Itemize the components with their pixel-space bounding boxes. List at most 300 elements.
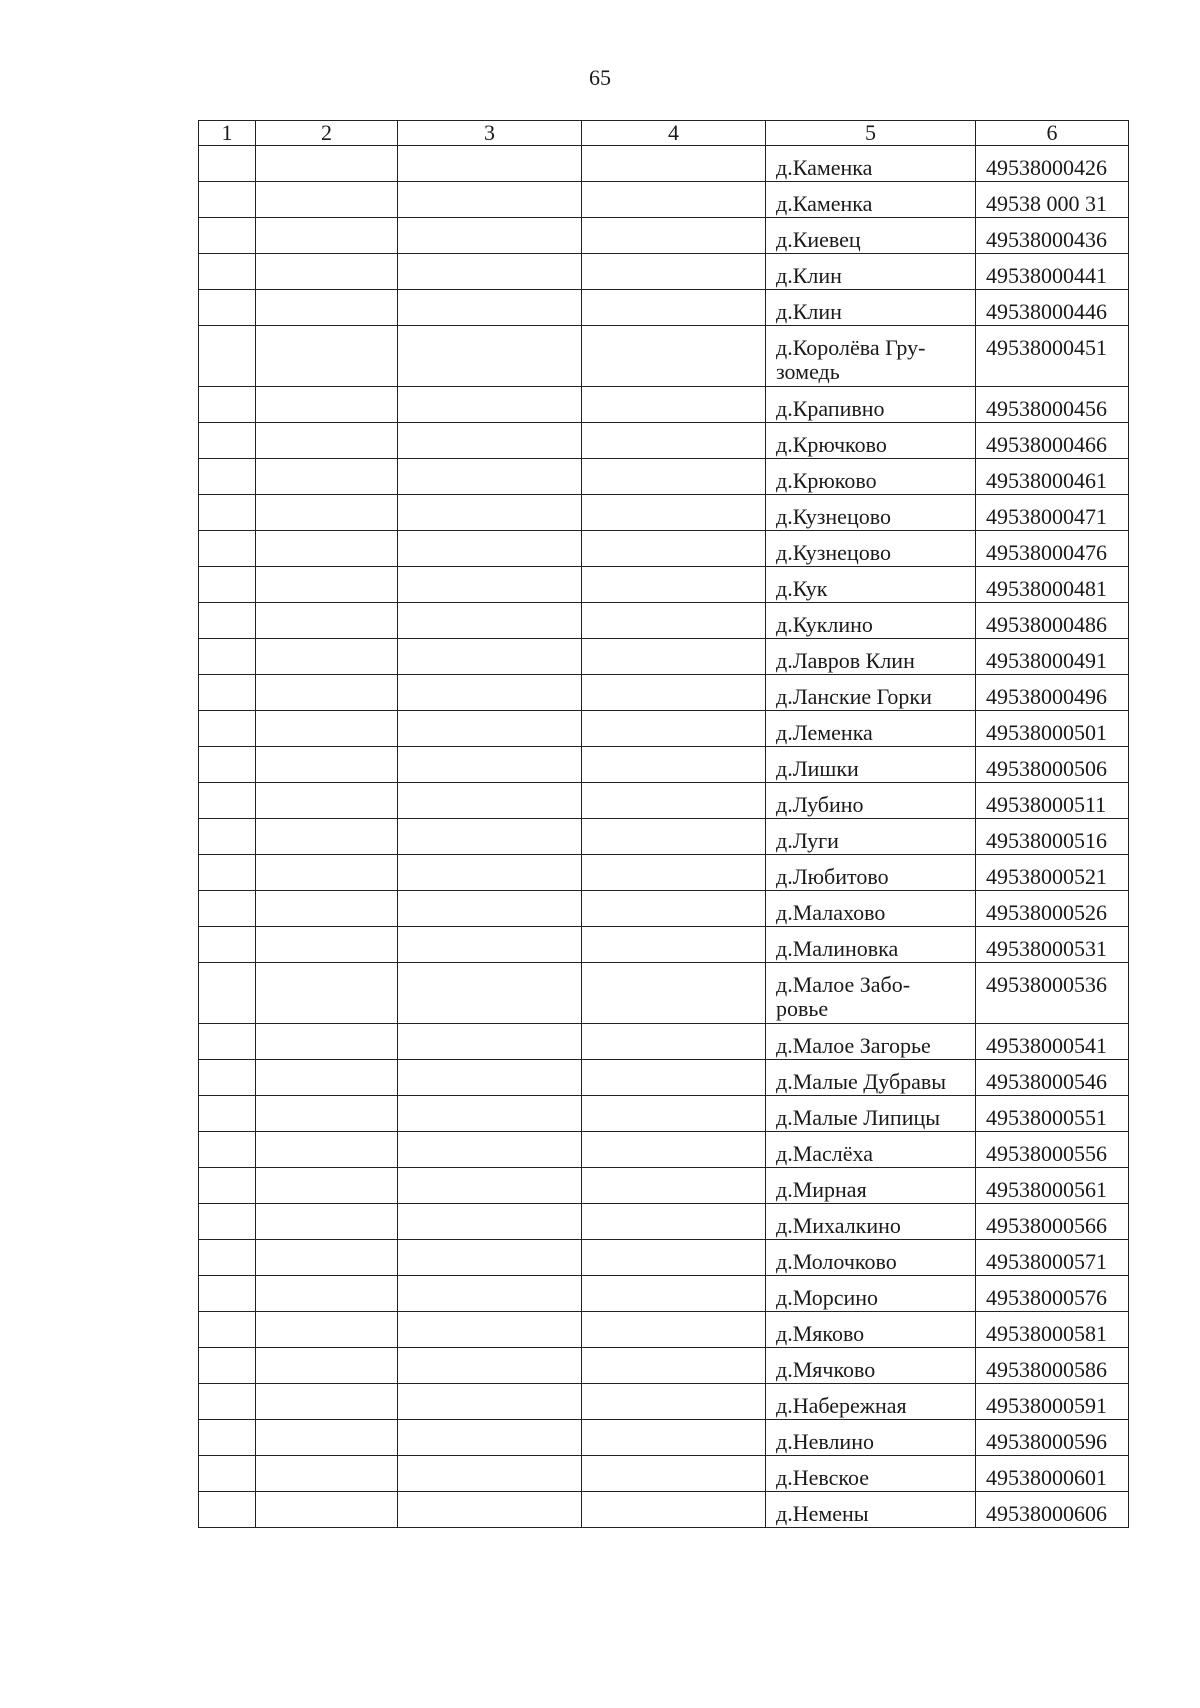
settlement-name: д.Малые Липицы xyxy=(776,1105,941,1130)
empty-cell xyxy=(398,254,582,290)
empty-cell xyxy=(582,1132,766,1168)
settlement-name: д.Малое Забо- ровье xyxy=(776,972,911,1021)
oktmo-code-cell: 49538000566 xyxy=(976,1204,1129,1240)
table-row xyxy=(199,459,1129,495)
table-row xyxy=(199,1420,1129,1456)
empty-cell xyxy=(199,1204,256,1240)
empty-cell xyxy=(398,1060,582,1096)
empty-cell xyxy=(256,1096,398,1132)
empty-cell xyxy=(256,531,398,567)
settlement-name: д.Набережная xyxy=(776,1393,907,1418)
settlement-name-cell xyxy=(766,495,976,531)
column-header-2: 2 xyxy=(256,121,398,146)
settlement-name-cell xyxy=(766,531,976,567)
settlement-name-cell xyxy=(766,423,976,459)
oktmo-code-cell: 49538000476 xyxy=(976,531,1129,567)
empty-cell xyxy=(256,1384,398,1420)
empty-cell xyxy=(256,1024,398,1060)
table-row xyxy=(199,495,1129,531)
empty-cell xyxy=(256,290,398,326)
oktmo-code-cell: 49538000426 xyxy=(976,146,1129,182)
table-row xyxy=(199,290,1129,326)
settlement-name-cell xyxy=(766,1060,976,1096)
empty-cell xyxy=(199,963,256,1024)
settlement-name-cell xyxy=(766,254,976,290)
empty-cell xyxy=(199,1420,256,1456)
empty-cell xyxy=(256,1456,398,1492)
empty-cell xyxy=(199,1168,256,1204)
oktmo-code-cell: 49538000506 xyxy=(976,747,1129,783)
empty-cell xyxy=(582,675,766,711)
settlement-name: д.Мирная xyxy=(776,1177,867,1202)
empty-cell xyxy=(256,218,398,254)
settlement-name-cell xyxy=(766,603,976,639)
oktmo-code-cell: 49538000586 xyxy=(976,1348,1129,1384)
empty-cell xyxy=(256,1060,398,1096)
empty-cell xyxy=(582,711,766,747)
settlement-name: д.Кузнецово xyxy=(776,540,891,565)
table-row xyxy=(199,146,1129,182)
empty-cell xyxy=(199,290,256,326)
empty-cell xyxy=(582,1492,766,1528)
table-row xyxy=(199,1204,1129,1240)
empty-cell xyxy=(256,1240,398,1276)
oktmo-code-cell: 49538000596 xyxy=(976,1420,1129,1456)
settlement-name-cell xyxy=(766,1276,976,1312)
oktmo-code-cell: 49538000571 xyxy=(976,1240,1129,1276)
oktmo-code-cell: 49538000471 xyxy=(976,495,1129,531)
empty-cell xyxy=(199,1060,256,1096)
table-header-row xyxy=(199,121,1129,146)
settlement-name-cell xyxy=(766,182,976,218)
empty-cell xyxy=(582,254,766,290)
empty-cell xyxy=(199,819,256,855)
empty-cell xyxy=(398,927,582,963)
empty-cell xyxy=(582,1420,766,1456)
table-row xyxy=(199,783,1129,819)
empty-cell xyxy=(199,1312,256,1348)
settlement-name-cell xyxy=(766,783,976,819)
column-header-3: 3 xyxy=(398,121,582,146)
empty-cell xyxy=(199,675,256,711)
empty-cell xyxy=(199,603,256,639)
settlement-name: д.Маслёха xyxy=(776,1141,874,1166)
settlement-name: д.Лавров Клин xyxy=(776,648,915,673)
settlement-name: д.Малое Загорье xyxy=(776,1033,931,1058)
empty-cell xyxy=(256,254,398,290)
table-row xyxy=(199,218,1129,254)
empty-cell xyxy=(199,639,256,675)
oktmo-code-cell: 49538000546 xyxy=(976,1060,1129,1096)
oktmo-code-cell: 49538000446 xyxy=(976,290,1129,326)
empty-cell xyxy=(582,603,766,639)
settlement-name-cell xyxy=(766,963,976,1024)
empty-cell xyxy=(199,495,256,531)
empty-cell xyxy=(398,963,582,1024)
settlement-name-cell xyxy=(766,747,976,783)
oktmo-code-cell: 49538000576 xyxy=(976,1276,1129,1312)
empty-cell xyxy=(256,1132,398,1168)
oktmo-code-cell: 49538000441 xyxy=(976,254,1129,290)
empty-cell xyxy=(199,1096,256,1132)
table-row xyxy=(199,1168,1129,1204)
settlement-name-cell xyxy=(766,1240,976,1276)
empty-cell xyxy=(398,531,582,567)
settlement-name: д.Любитово xyxy=(776,864,889,889)
table-row xyxy=(199,1384,1129,1420)
oktmo-code-cell: 49538000561 xyxy=(976,1168,1129,1204)
empty-cell xyxy=(582,855,766,891)
oktmo-code-cell: 49538000521 xyxy=(976,855,1129,891)
empty-cell xyxy=(398,218,582,254)
empty-cell xyxy=(582,1276,766,1312)
settlement-name-cell xyxy=(766,146,976,182)
settlement-name-cell xyxy=(766,639,976,675)
settlement-name: д.Лубино xyxy=(776,792,864,817)
empty-cell xyxy=(199,1132,256,1168)
settlement-name-cell xyxy=(766,711,976,747)
oktmo-code-cell: 49538000511 xyxy=(976,783,1129,819)
table-row xyxy=(199,1024,1129,1060)
empty-cell xyxy=(199,423,256,459)
settlement-name: д.Невлино xyxy=(776,1429,874,1454)
empty-cell xyxy=(398,819,582,855)
table-row xyxy=(199,254,1129,290)
empty-cell xyxy=(256,567,398,603)
settlement-name: д.Малые Дубравы xyxy=(776,1069,947,1094)
empty-cell xyxy=(199,459,256,495)
settlement-name-cell xyxy=(766,891,976,927)
empty-cell xyxy=(398,1240,582,1276)
empty-cell xyxy=(398,603,582,639)
empty-cell xyxy=(199,1240,256,1276)
empty-cell xyxy=(582,1060,766,1096)
settlement-name: д.Крюково xyxy=(776,468,877,493)
empty-cell xyxy=(582,326,766,387)
table-row xyxy=(199,855,1129,891)
settlement-codes-table xyxy=(198,120,1129,1528)
empty-cell xyxy=(582,182,766,218)
settlement-name: д.Молочково xyxy=(776,1249,897,1274)
settlement-name-cell xyxy=(766,1204,976,1240)
empty-cell xyxy=(398,639,582,675)
empty-cell xyxy=(398,1348,582,1384)
empty-cell xyxy=(582,531,766,567)
settlement-name-cell xyxy=(766,1132,976,1168)
column-header-1: 1 xyxy=(199,121,256,146)
empty-cell xyxy=(199,567,256,603)
empty-cell xyxy=(256,855,398,891)
settlement-name-cell xyxy=(766,1456,976,1492)
empty-cell xyxy=(256,1276,398,1312)
empty-cell xyxy=(582,819,766,855)
empty-cell xyxy=(398,146,582,182)
empty-cell xyxy=(582,1168,766,1204)
empty-cell xyxy=(256,819,398,855)
settlement-name-cell xyxy=(766,1168,976,1204)
oktmo-code-cell: 49538000601 xyxy=(976,1456,1129,1492)
empty-cell xyxy=(398,855,582,891)
empty-cell xyxy=(256,747,398,783)
settlement-name: д.Королёва Гру- зомедь xyxy=(776,335,926,384)
settlement-name-cell xyxy=(766,1492,976,1528)
empty-cell xyxy=(582,891,766,927)
empty-cell xyxy=(199,1384,256,1420)
empty-cell xyxy=(199,254,256,290)
table-row xyxy=(199,1240,1129,1276)
empty-cell xyxy=(398,747,582,783)
table-row xyxy=(199,1060,1129,1096)
settlement-name-cell xyxy=(766,387,976,423)
table-row xyxy=(199,1492,1129,1528)
settlement-name: д.Куклино xyxy=(776,612,873,637)
table-row xyxy=(199,326,1129,387)
settlement-name: д.Немены xyxy=(776,1501,869,1526)
table-row xyxy=(199,182,1129,218)
empty-cell xyxy=(256,495,398,531)
empty-cell xyxy=(199,1492,256,1528)
empty-cell xyxy=(398,1492,582,1528)
settlement-name: д.Крючково xyxy=(776,432,887,457)
empty-cell xyxy=(256,783,398,819)
settlement-name: д.Малахово xyxy=(776,900,886,925)
empty-cell xyxy=(582,218,766,254)
empty-cell xyxy=(256,603,398,639)
empty-cell xyxy=(256,1420,398,1456)
empty-cell xyxy=(256,387,398,423)
empty-cell xyxy=(398,1168,582,1204)
empty-cell xyxy=(398,1096,582,1132)
settlement-name: д.Морсино xyxy=(776,1285,879,1310)
empty-cell xyxy=(398,182,582,218)
empty-cell xyxy=(398,1024,582,1060)
settlement-name-cell xyxy=(766,1420,976,1456)
table-row xyxy=(199,1132,1129,1168)
settlement-name-cell xyxy=(766,1024,976,1060)
empty-cell xyxy=(398,675,582,711)
empty-cell xyxy=(199,182,256,218)
settlement-name: д.Кузнецово xyxy=(776,504,891,529)
empty-cell xyxy=(398,891,582,927)
settlement-name: д.Каменка xyxy=(776,155,873,180)
table-body xyxy=(199,146,1129,1528)
settlement-name: д.Михалкино xyxy=(776,1213,901,1238)
settlement-name: д.Киевец xyxy=(776,227,861,252)
settlement-name: д.Лишки xyxy=(776,756,859,781)
settlement-name-cell xyxy=(766,855,976,891)
settlement-name: д.Луги xyxy=(776,828,839,853)
empty-cell xyxy=(256,1348,398,1384)
empty-cell xyxy=(398,459,582,495)
empty-cell xyxy=(398,495,582,531)
empty-cell xyxy=(582,290,766,326)
empty-cell xyxy=(582,567,766,603)
table-row xyxy=(199,747,1129,783)
table-row xyxy=(199,1276,1129,1312)
empty-cell xyxy=(398,783,582,819)
settlement-name-cell xyxy=(766,326,976,387)
empty-cell xyxy=(582,1096,766,1132)
empty-cell xyxy=(398,1456,582,1492)
empty-cell xyxy=(582,783,766,819)
settlement-name-cell xyxy=(766,218,976,254)
empty-cell xyxy=(256,1312,398,1348)
empty-cell xyxy=(256,326,398,387)
table-row xyxy=(199,927,1129,963)
empty-cell xyxy=(199,1024,256,1060)
oktmo-code-cell: 49538000486 xyxy=(976,603,1129,639)
empty-cell xyxy=(398,423,582,459)
empty-cell xyxy=(256,423,398,459)
oktmo-code-cell: 49538000461 xyxy=(976,459,1129,495)
oktmo-code-cell: 49538000556 xyxy=(976,1132,1129,1168)
oktmo-code-cell: 49538000496 xyxy=(976,675,1129,711)
table-row xyxy=(199,603,1129,639)
empty-cell xyxy=(256,891,398,927)
settlement-name: д.Крапивно xyxy=(776,396,885,421)
table-row xyxy=(199,1312,1129,1348)
settlement-name: д.Малиновка xyxy=(776,936,899,961)
table-row xyxy=(199,1348,1129,1384)
table-row xyxy=(199,567,1129,603)
empty-cell xyxy=(199,1456,256,1492)
oktmo-code-cell: 49538000481 xyxy=(976,567,1129,603)
settlement-name-cell xyxy=(766,459,976,495)
settlement-name: д.Каменка xyxy=(776,191,873,216)
empty-cell xyxy=(398,387,582,423)
oktmo-code-cell: 49538000536 xyxy=(976,963,1129,1024)
settlement-name-cell xyxy=(766,675,976,711)
table-row xyxy=(199,675,1129,711)
oktmo-code-cell: 49538000501 xyxy=(976,711,1129,747)
empty-cell xyxy=(256,1492,398,1528)
empty-cell xyxy=(398,1312,582,1348)
oktmo-code-cell: 49538000606 xyxy=(976,1492,1129,1528)
empty-cell xyxy=(582,639,766,675)
empty-cell xyxy=(199,1276,256,1312)
oktmo-code-cell: 49538000491 xyxy=(976,639,1129,675)
settlement-name-cell xyxy=(766,1348,976,1384)
empty-cell xyxy=(256,182,398,218)
empty-cell xyxy=(199,146,256,182)
empty-cell xyxy=(199,218,256,254)
settlement-name: д.Клин xyxy=(776,299,842,324)
empty-cell xyxy=(582,1204,766,1240)
empty-cell xyxy=(199,1348,256,1384)
empty-cell xyxy=(582,1240,766,1276)
column-header-6: 6 xyxy=(976,121,1129,146)
table-row xyxy=(199,1456,1129,1492)
empty-cell xyxy=(582,146,766,182)
empty-cell xyxy=(582,459,766,495)
settlement-name: д.Клин xyxy=(776,263,842,288)
empty-cell xyxy=(398,1276,582,1312)
table-row xyxy=(199,819,1129,855)
empty-cell xyxy=(199,747,256,783)
table-row xyxy=(199,891,1129,927)
settlement-name-cell xyxy=(766,567,976,603)
oktmo-code-cell: 49538000591 xyxy=(976,1384,1129,1420)
empty-cell xyxy=(256,639,398,675)
empty-cell xyxy=(199,783,256,819)
settlement-name: д.Кук xyxy=(776,576,828,601)
empty-cell xyxy=(199,531,256,567)
table-row xyxy=(199,1096,1129,1132)
oktmo-code-cell: 49538000451 xyxy=(976,326,1129,387)
table-row xyxy=(199,711,1129,747)
oktmo-code-cell: 49538000551 xyxy=(976,1096,1129,1132)
empty-cell xyxy=(398,326,582,387)
oktmo-code-cell: 49538000526 xyxy=(976,891,1129,927)
table-row xyxy=(199,639,1129,675)
empty-cell xyxy=(199,387,256,423)
page-number: 65 xyxy=(589,65,611,90)
table-row xyxy=(199,531,1129,567)
settlement-name: д.Мяково xyxy=(776,1321,865,1346)
settlement-name: д.Леменка xyxy=(776,720,873,745)
empty-cell xyxy=(582,927,766,963)
empty-cell xyxy=(199,891,256,927)
empty-cell xyxy=(256,963,398,1024)
settlement-name-cell xyxy=(766,290,976,326)
empty-cell xyxy=(256,146,398,182)
empty-cell xyxy=(256,1168,398,1204)
empty-cell xyxy=(199,927,256,963)
settlement-name-cell xyxy=(766,927,976,963)
column-header-5: 5 xyxy=(766,121,976,146)
oktmo-code-cell: 49538000581 xyxy=(976,1312,1129,1348)
settlement-name: д.Мячково xyxy=(776,1357,876,1382)
oktmo-code-cell: 49538000516 xyxy=(976,819,1129,855)
empty-cell xyxy=(398,1384,582,1420)
oktmo-code-cell: 49538 000 31 xyxy=(976,182,1129,218)
oktmo-code-cell: 49538000466 xyxy=(976,423,1129,459)
empty-cell xyxy=(582,1312,766,1348)
empty-cell xyxy=(582,387,766,423)
settlement-name: д.Ланские Горки xyxy=(776,684,932,709)
empty-cell xyxy=(582,423,766,459)
column-header-4: 4 xyxy=(582,121,766,146)
empty-cell xyxy=(398,1420,582,1456)
oktmo-code-cell: 49538000541 xyxy=(976,1024,1129,1060)
empty-cell xyxy=(199,855,256,891)
oktmo-code-cell: 49538000531 xyxy=(976,927,1129,963)
empty-cell xyxy=(582,1456,766,1492)
settlement-name-cell xyxy=(766,1384,976,1420)
empty-cell xyxy=(582,747,766,783)
empty-cell xyxy=(256,927,398,963)
empty-cell xyxy=(199,326,256,387)
empty-cell xyxy=(398,711,582,747)
settlement-name: д.Невское xyxy=(776,1465,869,1490)
table-row xyxy=(199,423,1129,459)
oktmo-code-cell: 49538000456 xyxy=(976,387,1129,423)
empty-cell xyxy=(398,290,582,326)
oktmo-code-cell: 49538000436 xyxy=(976,218,1129,254)
settlement-name-cell xyxy=(766,1312,976,1348)
settlement-name-cell xyxy=(766,1096,976,1132)
empty-cell xyxy=(582,495,766,531)
empty-cell xyxy=(199,711,256,747)
empty-cell xyxy=(582,1384,766,1420)
empty-cell xyxy=(582,963,766,1024)
table-row xyxy=(199,387,1129,423)
empty-cell xyxy=(582,1348,766,1384)
empty-cell xyxy=(256,459,398,495)
empty-cell xyxy=(256,1204,398,1240)
settlement-name-cell xyxy=(766,819,976,855)
empty-cell xyxy=(398,1204,582,1240)
